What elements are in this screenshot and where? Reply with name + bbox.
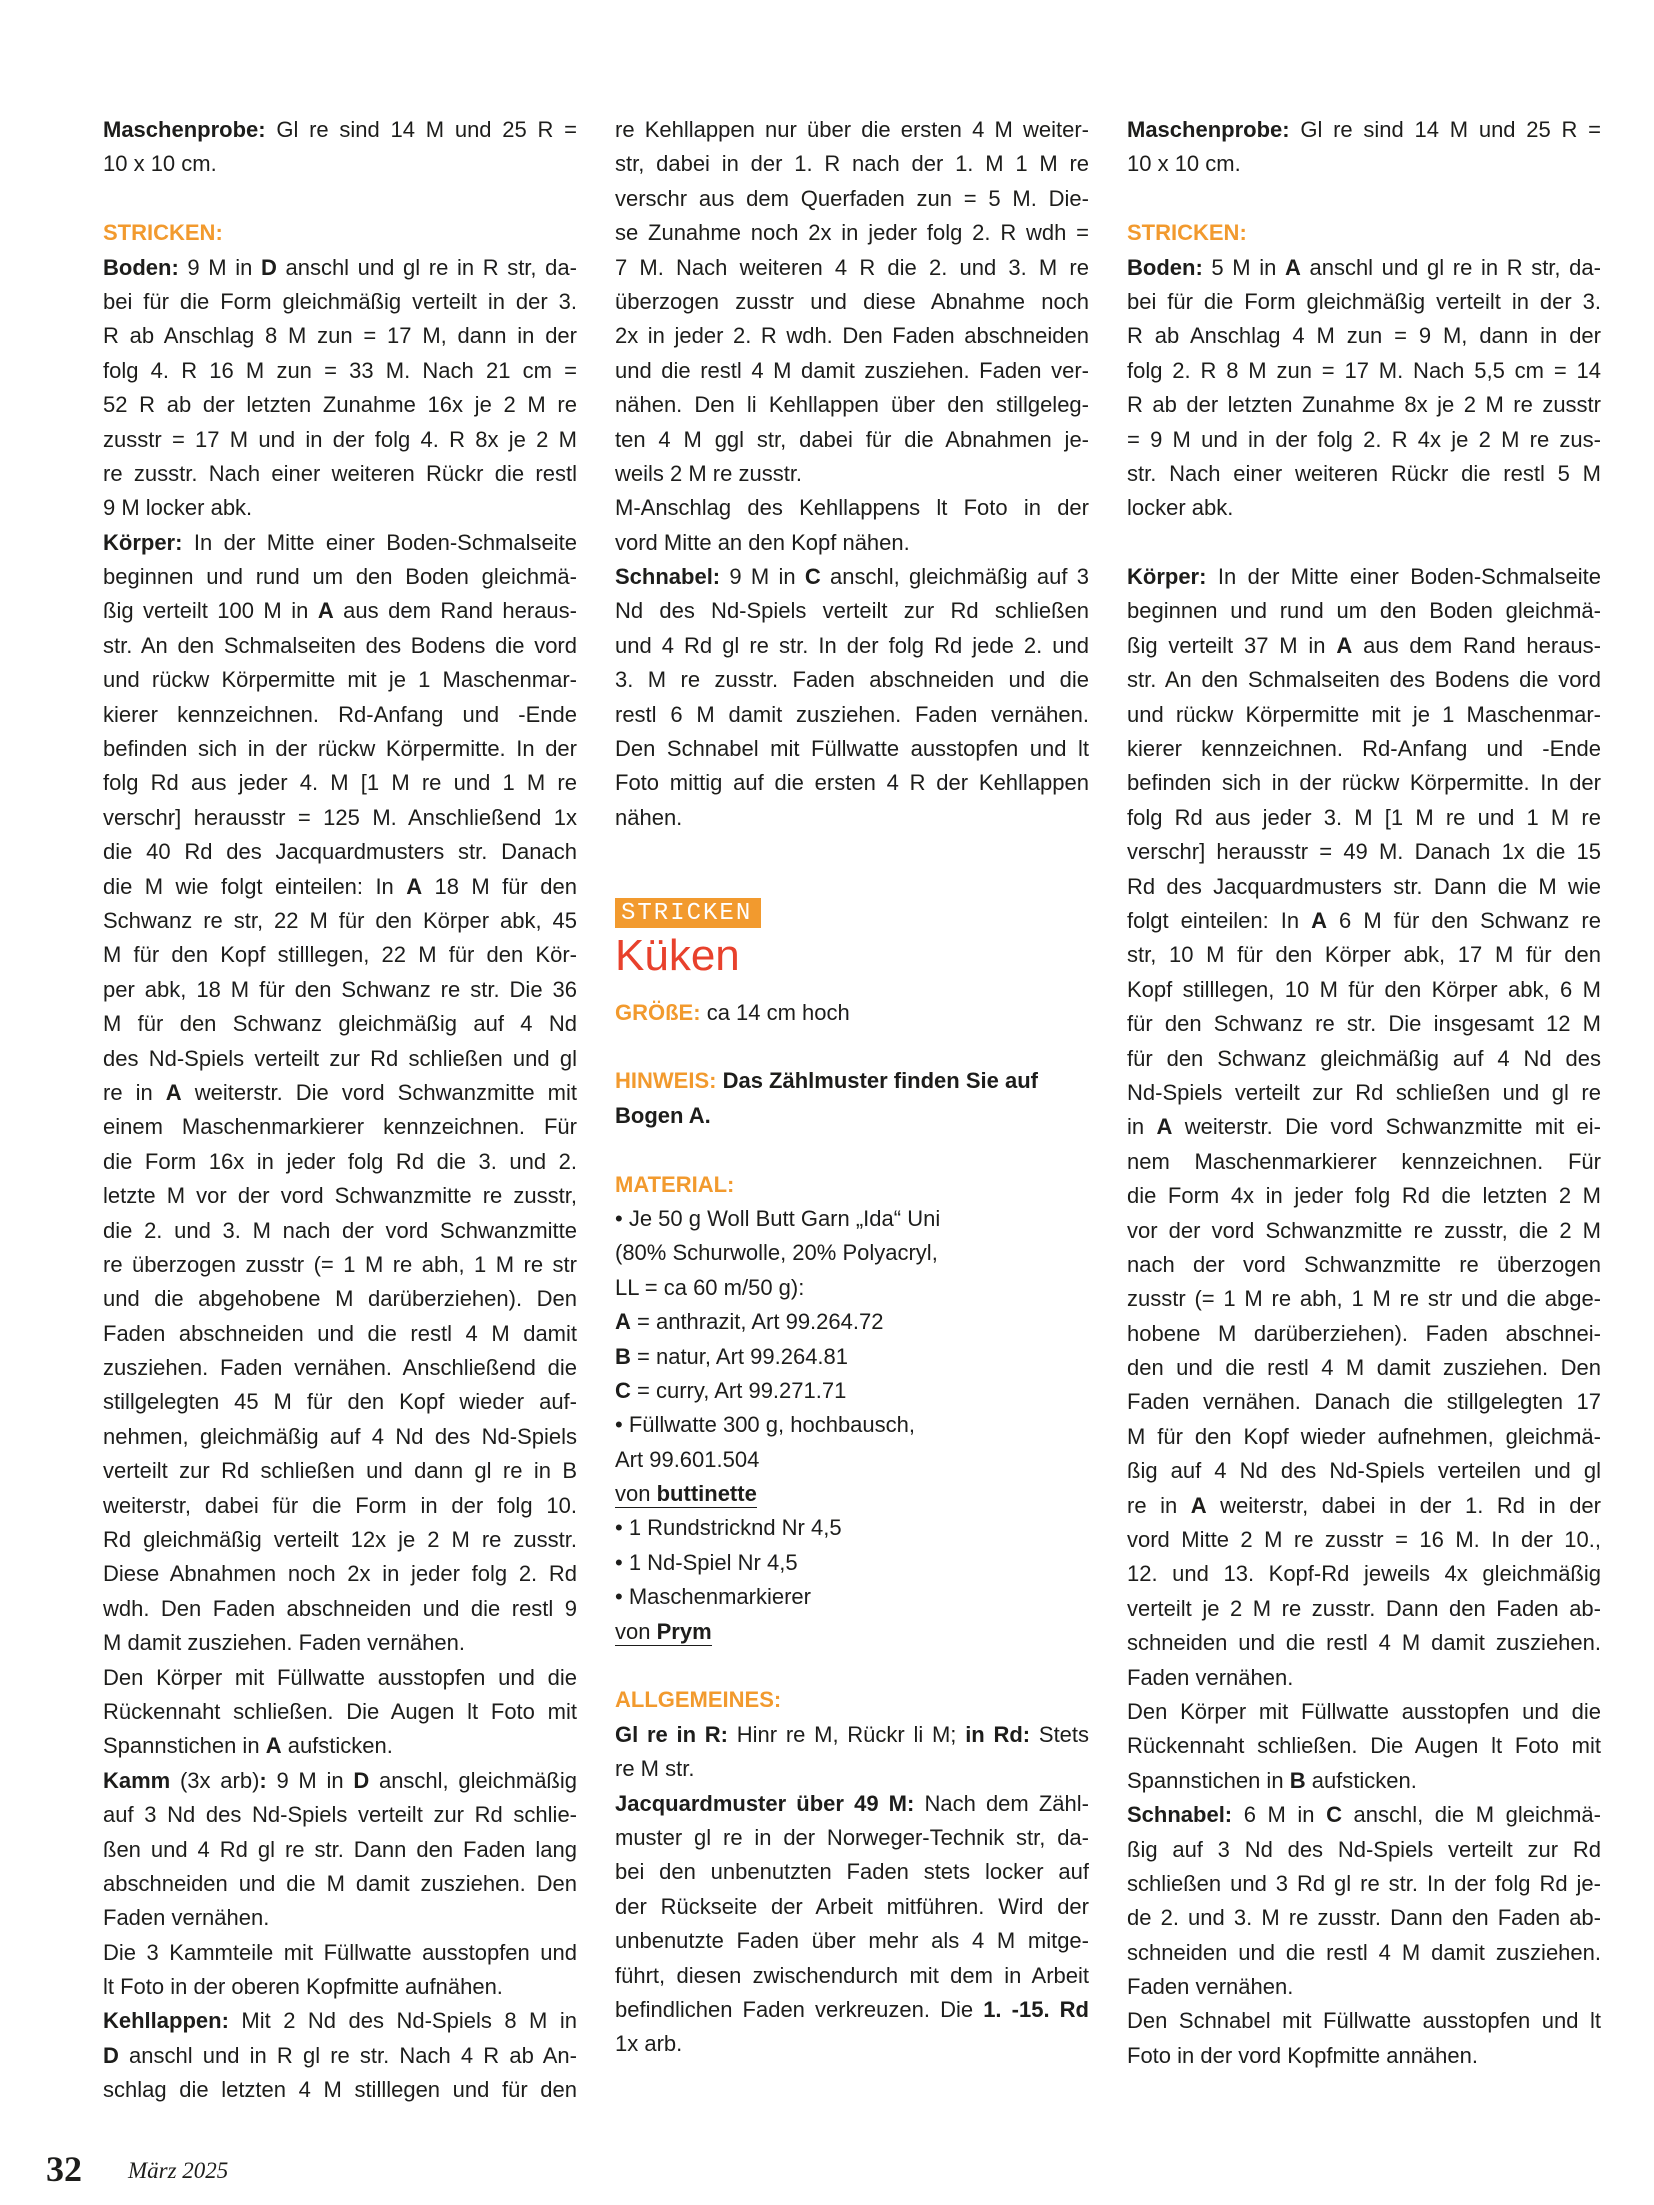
text-line: in A weiterstr. Die vord Schwanzmitte mit ei- <box>1127 1114 1601 1140</box>
text-line: die Form 4x in jeder folg Rd die letzten 2 M <box>1127 1183 1601 1209</box>
text-line: Kopf stilllegen, 10 M für den Körper abk, 6 M <box>1127 976 1601 1002</box>
material-item: LL = ca 60 m/50 g): <box>615 1274 805 1300</box>
text-line: ßen und 4 Rd gl re str. Dann den Faden lang <box>103 1836 577 1862</box>
material-item: (80% Schurwolle, 20% Polyacryl, <box>615 1240 938 1266</box>
text-line: Schnabel: 9 M in C anschl, gleichmäßig auf 3 <box>615 564 1089 590</box>
text-line: Den Schnabel mit Füllwatte ausstopfen und lt <box>615 736 1089 762</box>
project-title: Küken <box>615 930 740 980</box>
text-line: Körper: In der Mitte einer Boden-Schmalseite <box>1127 564 1601 590</box>
text-line: de 2. und 3. M re zusstr. Dann den Faden ab- <box>1127 1905 1601 1931</box>
text-line: bei den unbenutzten Faden stets locker auf <box>615 1859 1089 1885</box>
text-line: str. Nach einer weiteren Rückr die restl 5 M <box>1127 460 1601 486</box>
text-line: vord Mitte an den Kopf nähen. <box>615 529 910 555</box>
gauge-line: 10 x 10 cm. <box>103 151 217 177</box>
text-line: 3. M re zusstr. Faden abschneiden und die <box>615 667 1089 693</box>
text-line: vord Mitte 2 M re zusstr = 16 M. In der 10., <box>1127 1527 1601 1553</box>
column-right <box>1127 113 1601 2073</box>
text-line: Schwanz re str, 22 M für den Körper abk, 45 <box>103 907 577 933</box>
text-line: die 40 Rd des Jacquardmusters str. Danach <box>103 839 577 865</box>
text-line: Diese Abnahmen noch 2x in jeder folg 2. Rd <box>103 1561 577 1587</box>
text-line: 9 M locker abk. <box>103 495 253 521</box>
text-line: Faden vernähen. <box>103 1905 270 1931</box>
text-line: letzte M vor der vord Schwanzmitte re zusstr, <box>103 1183 577 1209</box>
text-line: Faden vernähen. Danach die stillgelegten 17 <box>1127 1389 1601 1415</box>
text-line: überzogen zusstr und diese Abnahme noch <box>615 288 1089 314</box>
text-line: verteilt je 2 M re zusstr. Dann den Faden ab- <box>1127 1595 1601 1621</box>
text-line: M-Anschlag des Kehllappens lt Foto in der <box>615 495 1089 521</box>
text-line: weiterstr, dabei für die Form in der folg 10. <box>103 1492 577 1518</box>
text-line: ten 4 M ggl str, dabei für die Abnahmen je- <box>615 426 1089 452</box>
text-line: M damit zusziehen. Faden vernähen. <box>103 1630 465 1656</box>
text-line: bei für die Form gleichmäßig verteilt in der 3. <box>1127 288 1601 314</box>
text-line: Foto in der vord Kopfmitte annähen. <box>1127 2042 1478 2068</box>
text-line: re in A weiterstr, dabei in der 1. Rd in der <box>1127 1492 1601 1518</box>
text-line: Kehllappen: Mit 2 Nd des Nd-Spiels 8 M in <box>103 2008 577 2034</box>
section-kicker-wrap <box>615 898 1089 928</box>
text-line: kierer kennzeichnen. Rd-Anfang und -Ende <box>103 701 577 727</box>
text-line: folg Rd aus jeder 3. M [1 M re und 1 M re <box>1127 804 1601 830</box>
text-line: re zusstr. Nach einer weiteren Rückr die restl <box>103 460 577 486</box>
text-line: verschr] herausstr = 125 M. Anschließend 1x <box>103 804 577 830</box>
text-line: schneiden und die restl 4 M damit zusziehen. <box>1127 1939 1601 1965</box>
text-line: vor der vord Schwanzmitte re zusstr, die 2 M <box>1127 1217 1601 1243</box>
text-line: kierer kennzeichnen. Rd-Anfang und -Ende <box>1127 736 1601 762</box>
supplier-underline: von buttinette <box>615 1481 757 1507</box>
material-item: • Je 50 g Woll Butt Garn „Ida“ Uni <box>615 1205 941 1231</box>
text-line: Rückennaht schließen. Die Augen lt Foto mit <box>1127 1733 1601 1759</box>
material-item: • 1 Nd-Spiel Nr 4,5 <box>615 1549 798 1575</box>
text-line: und rückw Körpermitte mit je 1 Maschenmar- <box>1127 701 1601 727</box>
text-line: M für den Kopf wieder aufnehmen, gleichmä- <box>1127 1423 1601 1449</box>
text-line: die M wie folgt einteilen: In A 18 M für den <box>103 873 577 899</box>
section-heading: STRICKEN: <box>1127 220 1247 246</box>
text-line: 7 M. Nach weiteren 4 R die 2. und 3. M re <box>615 254 1089 280</box>
text-line: zusstr (= 1 M re abh, 1 M re str und die abge- <box>1127 1286 1601 1312</box>
text-line: ßig verteilt 100 M in A aus dem Rand heraus- <box>103 598 577 624</box>
text-line: R ab der letzten Zunahme 8x je 2 M re zusstr <box>1127 392 1601 418</box>
material-item: • 1 Rundstricknd Nr 4,5 <box>615 1515 842 1541</box>
text-line: und die restl 4 M damit zusziehen. Faden ver- <box>615 357 1089 383</box>
hint-line: HINWEIS: Das Zählmuster finden Sie auf <box>615 1068 1038 1094</box>
text-line: restl 6 M damit zusziehen. Faden vernähen. <box>615 701 1089 727</box>
hint-line: Bogen A. <box>615 1102 711 1128</box>
text-line: M für den Kopf stilllegen, 22 M für den Kör- <box>103 942 577 968</box>
text-line: die Form 16x in jeder folg Rd die 3. und 2. <box>103 1148 577 1174</box>
gauge-line: Maschenprobe: Gl re sind 14 M und 25 R = <box>1127 117 1601 142</box>
text-line: M für den Schwanz gleichmäßig auf 4 Nd <box>103 1011 577 1037</box>
text-line: ßig auf 3 Nd des Nd-Spiels verteilt zur Rd <box>1127 1836 1601 1862</box>
text-line: R ab Anschlag 4 M zun = 9 M, dann in der <box>1127 323 1601 349</box>
text-line: schneiden und die restl 4 M damit zusziehen. <box>1127 1630 1601 1656</box>
text-line: muster gl re in der Norweger-Technik str, da- <box>615 1824 1089 1850</box>
text-line: beginnen und rund um den Boden gleichmä- <box>103 564 577 590</box>
size-line: GRÖßE: ca 14 cm hoch <box>615 999 850 1025</box>
text-line: verteilt zur Rd schließen und dann gl re in B <box>103 1458 577 1484</box>
text-line: abschneiden und die M damit zusziehen. Den <box>103 1870 577 1896</box>
text-line: R ab Anschlag 8 M zun = 17 M, dann in der <box>103 323 577 349</box>
text-line: und rückw Körpermitte mit je 1 Maschenmar- <box>103 667 577 693</box>
text-line: befindlichen Faden verkreuzen. Die 1. -15. Rd <box>615 1996 1089 2022</box>
column-middle <box>615 113 1089 2062</box>
text-line: Den Schnabel mit Füllwatte ausstopfen und lt <box>1127 2008 1601 2034</box>
text-line: = 9 M und in der folg 2. R 4x je 2 M re zus- <box>1127 426 1601 452</box>
text-line: ßig auf 4 Nd des Nd-Spiels verteilen und gl <box>1127 1458 1601 1484</box>
text-line: nähen. Den li Kehllappen über den stillgeleg- <box>615 392 1089 418</box>
section-heading: ALLGEMEINES: <box>615 1687 782 1713</box>
text-line: schließen und 3 Rd gl re str. In der folg Rd je- <box>1127 1870 1601 1896</box>
section-heading: STRICKEN: <box>103 220 223 246</box>
text-line: folg 4. R 16 M zun = 33 M. Nach 21 cm = <box>103 357 577 383</box>
supplier-line <box>615 1615 1089 1649</box>
text-line: Boden: 9 M in D anschl und gl re in R str, da- <box>103 254 577 280</box>
material-item: A = anthrazit, Art 99.264.72 <box>615 1309 884 1335</box>
text-line: str, 10 M für den Körper abk, 17 M für den <box>1127 942 1601 968</box>
text-line: Körper: In der Mitte einer Boden-Schmalseite <box>103 529 577 555</box>
text-line: Die 3 Kammteile mit Füllwatte ausstopfen und <box>103 1939 577 1965</box>
text-line: per abk, 18 M für den Schwanz re str. Die 36 <box>103 976 577 1002</box>
supplier-underline: von Prym <box>615 1618 712 1644</box>
material-item: C = curry, Art 99.271.71 <box>615 1377 847 1403</box>
section-kicker: STRICKEN <box>615 898 761 928</box>
text-line: für den Schwanz gleichmäßig auf 4 Nd des <box>1127 1045 1601 1071</box>
text-line: str. An den Schmalseiten des Bodens die vord <box>1127 667 1601 693</box>
gauge-line: 10 x 10 cm. <box>1127 151 1241 177</box>
text-line: Den Körper mit Füllwatte ausstopfen und die <box>103 1664 577 1690</box>
text-line: schlag die letzten 4 M stilllegen und für den <box>103 2077 577 2103</box>
material-item: B = natur, Art 99.264.81 <box>615 1343 849 1369</box>
section-heading: MATERIAL: <box>615 1171 735 1197</box>
text-line: für den Schwanz re str. Die insgesamt 12 M <box>1127 1011 1601 1037</box>
text-line: beginnen und rund um den Boden gleichmä- <box>1127 598 1601 624</box>
text-line: die 2. und 3. M nach der vord Schwanzmitte <box>103 1217 577 1243</box>
text-line: einem Maschenmarkierer kennzeichnen. Für <box>103 1114 577 1140</box>
text-line: nähen. <box>615 804 683 830</box>
text-line: 2x in jeder 2. R wdh. Den Faden abschneiden <box>615 323 1089 349</box>
text-line: auf 3 Nd des Nd-Spiels verteilt zur Rd schlie- <box>103 1802 577 1828</box>
text-line: Foto mittig auf die ersten 4 R der Kehllappen <box>615 770 1089 796</box>
text-line: re in A weiterstr. Die vord Schwanzmitte mit <box>103 1079 577 1105</box>
text-line: des Nd-Spiels verteilt zur Rd schließen und gl <box>103 1045 577 1071</box>
text-line: zusziehen. Faden vernähen. Anschließend die <box>103 1355 577 1381</box>
text-line: Schnabel: 6 M in C anschl, die M gleichmä- <box>1127 1802 1601 1828</box>
text-line: Kamm (3x arb): 9 M in D anschl, gleichmäßig <box>103 1767 577 1793</box>
text-line: 52 R ab der letzten Zunahme 16x je 2 M re <box>103 392 577 418</box>
material-item: • Füllwatte 300 g, hochbausch, <box>615 1412 915 1438</box>
text-line: Rd des Jacquardmusters str. Dann die M wie <box>1127 873 1601 899</box>
text-line: Nd-Spiels verteilt zur Rd schließen und gl re <box>1127 1079 1601 1105</box>
text-line: folg 2. R 8 M zun = 17 M. Nach 5,5 cm = 14 <box>1127 357 1601 383</box>
text-line: Den Körper mit Füllwatte ausstopfen und die <box>1127 1698 1601 1724</box>
text-line: D anschl und in R gl re str. Nach 4 R ab An- <box>103 2042 577 2068</box>
text-line: ßig verteilt 37 M in A aus dem Rand heraus- <box>1127 632 1601 658</box>
text-line: se Zunahme noch 2x in jeder folg 2. R wdh = <box>615 220 1089 246</box>
text-line: 1x arb. <box>615 2031 683 2057</box>
text-line: lt Foto in der oberen Kopfmitte aufnähen. <box>103 1974 503 2000</box>
text-line: stillgelegten 45 M für den Kopf wieder auf- <box>103 1389 577 1415</box>
supplier-line <box>615 1477 1089 1511</box>
text-line: unbenutzte Faden über mehr als 4 M mitge- <box>615 1928 1089 1954</box>
text-line: Boden: 5 M in A anschl und gl re in R str, da- <box>1127 254 1601 280</box>
material-item: Art 99.601.504 <box>615 1446 760 1472</box>
text-line: wdh. Den Faden abschneiden und die restl 9 <box>103 1595 577 1621</box>
text-line: Rd gleichmäßig verteilt 12x je 2 M re zusstr. <box>103 1527 577 1553</box>
text-line: nach der vord Schwanzmitte re überzogen <box>1127 1251 1601 1277</box>
text-line: re überzogen zusstr (= 1 M re abh, 1 M re str <box>103 1251 577 1277</box>
text-line: locker abk. <box>1127 495 1234 521</box>
text-line: str, dabei in der 1. R nach der 1. M 1 M re <box>615 151 1089 177</box>
text-line: folg Rd aus jeder 4. M [1 M re und 1 M re <box>103 770 577 796</box>
text-line: bei für die Form gleichmäßig verteilt in der 3. <box>103 288 577 314</box>
text-line: Faden abschneiden und die restl 4 M damit <box>103 1320 577 1346</box>
text-line: Gl re in R: Hinr re M, Rückr li M; in Rd: Stets <box>615 1721 1089 1747</box>
text-line: re Kehllappen nur über die ersten 4 M weiter- <box>615 117 1089 142</box>
text-line: Nd des Nd-Spiels verteilt zur Rd schließen <box>615 598 1089 624</box>
material-item: • Maschenmarkierer <box>615 1584 811 1610</box>
text-line: führt, diesen zwischendurch mit dem in Arbeit <box>615 1962 1089 1988</box>
text-line: Faden vernähen. <box>1127 1664 1294 1690</box>
text-line: verschr] herausstr = 49 M. Danach 1x die 15 <box>1127 839 1601 865</box>
gauge-line: Maschenprobe: Gl re sind 14 M und 25 R = <box>103 117 577 142</box>
text-line: befinden sich in der rückw Körpermitte. In der <box>1127 770 1601 796</box>
text-line: der Rückseite der Arbeit mitführen. Wird der <box>615 1893 1089 1919</box>
text-line: befinden sich in der rückw Körpermitte. In der <box>103 736 577 762</box>
page-number: 32 <box>46 2149 82 2189</box>
text-line: folgt einteilen: In A 6 M für den Schwanz re <box>1127 907 1601 933</box>
text-line: Spannstichen in B aufsticken. <box>1127 1767 1417 1793</box>
text-line: den und die restl 4 M damit zusziehen. Den <box>1127 1355 1601 1381</box>
text-line: nehmen, gleichmäßig auf 4 Nd des Nd-Spiels <box>103 1423 577 1449</box>
issue-date: März 2025 <box>128 2158 229 2183</box>
column-left <box>103 113 577 2108</box>
text-line: str. An den Schmalseiten des Bodens die vord <box>103 632 577 658</box>
text-line: Jacquardmuster über 49 M: Nach dem Zähl- <box>615 1790 1089 1816</box>
text-line: nem Maschenmarkierer kennzeichnen. Für <box>1127 1148 1601 1174</box>
text-line: verschr aus dem Querfaden zun = 5 M. Die- <box>615 185 1089 211</box>
text-line: re M str. <box>615 1756 695 1782</box>
text-line: zusstr = 17 M und in der folg 4. R 8x je 2 M <box>103 426 577 452</box>
text-line: 12. und 13. Kopf-Rd jeweils 4x gleichmäßig <box>1127 1561 1601 1587</box>
text-line: hobene M darüberziehen). Faden abschnei- <box>1127 1320 1601 1346</box>
text-line: Faden vernähen. <box>1127 1974 1294 2000</box>
text-line: Rückennaht schließen. Die Augen lt Foto mit <box>103 1698 577 1724</box>
text-line: und die abgehobene M darüberziehen). Den <box>103 1286 577 1312</box>
text-line: Spannstichen in A aufsticken. <box>103 1733 393 1759</box>
text-line: weils 2 M re zusstr. <box>615 460 803 486</box>
text-line: und 4 Rd gl re str. In der folg Rd jede 2. und <box>615 632 1089 658</box>
